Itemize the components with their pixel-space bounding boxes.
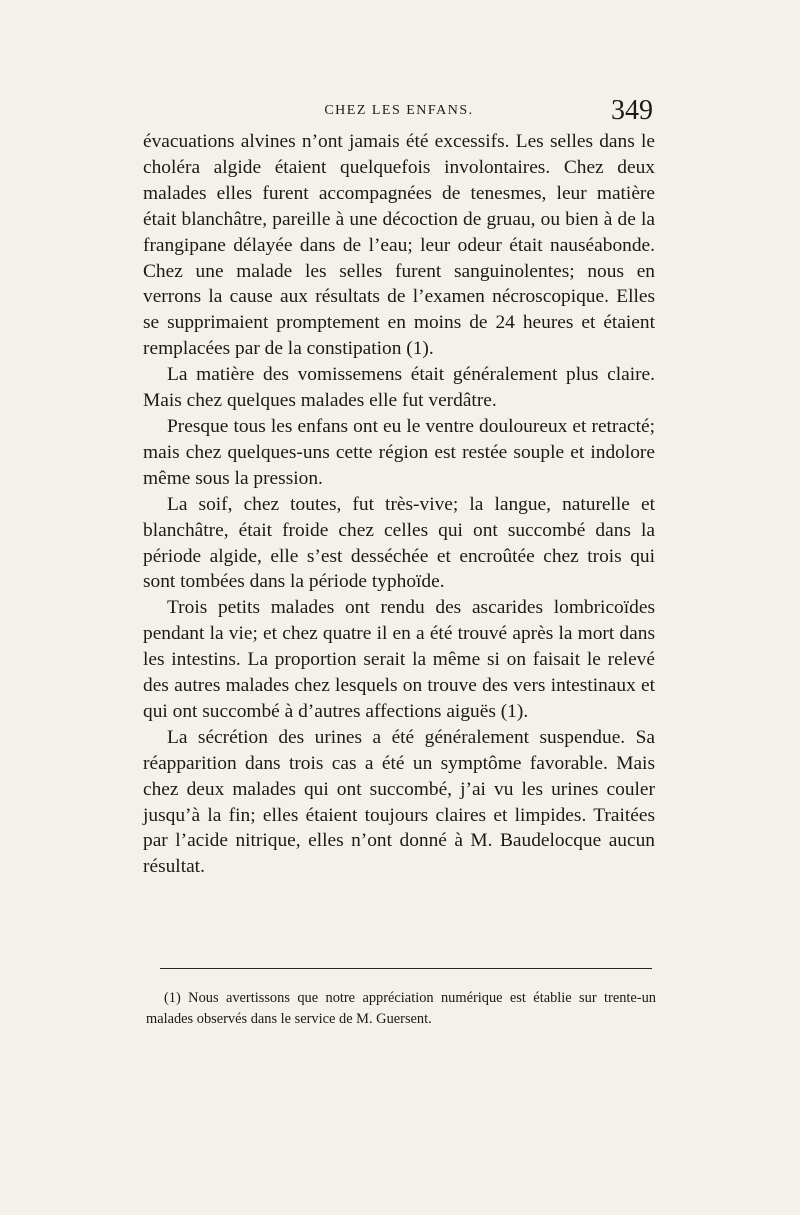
running-head [143, 95, 655, 129]
paragraph-soif: La soif, chez toutes, fut très-vive; la langue, naturelle et blanchâtre, était froide chez celles qui ont succombé dans la période algide, elle s’est desséchée et encroûtée chez trois qui sont tombées dans la période typhoïde. [143, 493, 655, 593]
text-body [143, 129, 655, 880]
footnote: (1) Nous avertissons que notre appréciation numérique est établie sur trente-un malades observés dans le service de M. Guersent. [146, 990, 656, 1027]
paragraph-ascarides: Trois petits malades ont rendu des ascarides lombricoïdes pendant la vie; et chez quatre il en a été trouvé après la mort dans les intestins. La proportion serait la même si on faisait le relevé des autres malades chez lesquels on trouve des vers intestinaux et qui ont succombé à d’autres affections aiguës (1). [143, 597, 655, 722]
page-number: 349 [611, 95, 653, 126]
running-title: CHEZ LES ENFANS. [324, 103, 474, 118]
paragraph-ventre: Presque tous les enfans ont eu le ventre douloureux et retracté; mais chez quelques-uns cette région est restée souple et indolore même sous la pression. [143, 415, 655, 489]
paragraph-vomissemens: La matière des vomissemens était généralement plus claire. Mais chez quelques malades elle fut verdâtre. [143, 364, 655, 412]
paragraph-evacuations: évacuations alvines n’ont jamais été excessifs. Les selles dans le choléra algide étaient quelquefois involontaires. Chez deux malades elles furent accompagnées de tenesmes, leur matière était blanchâtre, pareille à une décoction de gruau, ou bien à de la frangipane délayée dans de l’eau; leur odeur était nauséabonde. Chez une malade les selles furent sanguinolentes; nous en verrons la cause aux résultats de l’examen nécroscopique. Elles se supprimaient promptement en moins de 24 heures et étaient remplacées par de la constipation (1). [143, 131, 655, 360]
footnote-rule [160, 968, 652, 969]
paragraph-urines: La sécrétion des urines a été généralement suspendue. Sa réapparition dans trois cas a été un symptôme favorable. Mais chez deux malades qui ont succombé, j’ai vu les urines couler jusqu’à la fin; elles étaient toujours claires et limpides. Traitées par l’acide nitrique, elles n’ont donné à M. Baudelocque aucun résultat. [143, 726, 655, 878]
